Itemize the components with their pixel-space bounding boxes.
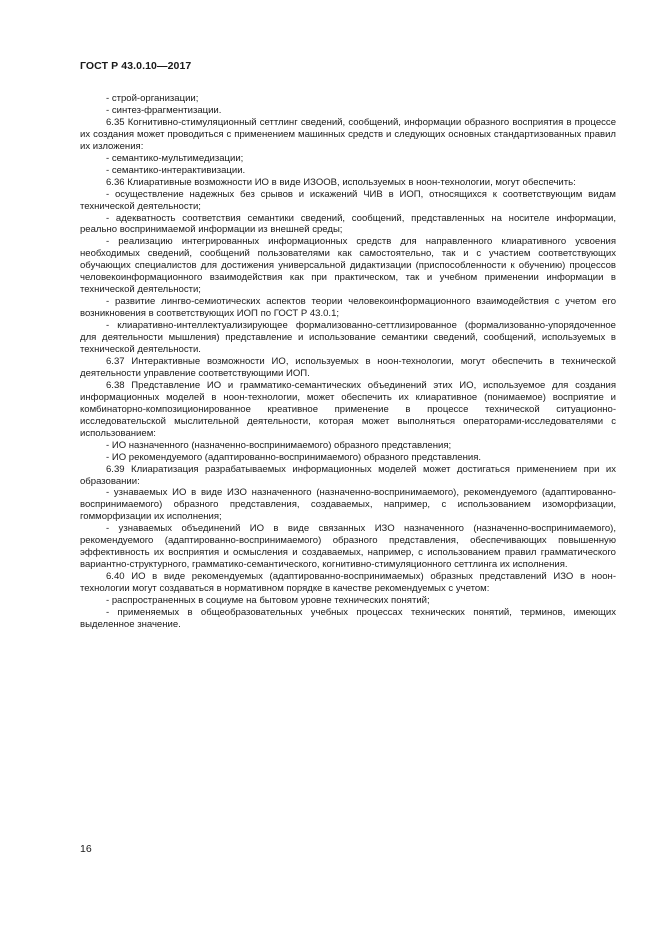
clause-6-39: 6.39 Клиаратизация разрабатываемых информационных моделей может достигаться применением при их образовании:: [80, 463, 616, 487]
list-item: - семантико-интерактивизации.: [106, 164, 246, 176]
list-item: - реализацию интегрированных информационных средств для направленного клиаративного усвоения необходимых сведений, сообщений пользователями как самостоятельно, так и с участием соответствующих обучающих специалистов для достижения универсальной дидактизации (приспособленности к обучению) процессов человекоинформационного взаимодействия как при практическом, так и учебном применении информации в технической деятельности;: [80, 236, 616, 296]
list-item: - строй-организации;: [106, 93, 199, 104]
list-item: - применяемых в общеобразовательных учебных процессах технических понятий, терминов, имеющих выделенное значение.: [80, 606, 616, 630]
clause-6-35: 6.35 Когнитивно-стимуляционный сеттлинг сведений, сообщений, информации образного восприятия в процессе их создания может проводиться с применением машинных средств и следующих основных стандартизованных правил их изложения:: [80, 116, 616, 152]
list-item: - клиаративно-интеллектуализирующее формализованно-сеттлизированное (формализованно-упорядоченное для деятельности мышления) представление и использование семантики сведений, сообщений, используемых в технической деятельности.: [80, 320, 616, 356]
list-item: - осуществление надежных без срывов и искажений ЧИВ в ИОП, относящихся к соответствующим видам технической деятельности;: [80, 188, 616, 212]
clause-6-38: 6.38 Представление ИО и грамматико-семантических объединений этих ИО, используемое для создания информационных моделей в ноон-технологии, может обеспечить их клиаративное (понимаемое) восприятие и комбинаторно-композиционированное креативное применение в процессе технической ситуационно-исследовательской мыслительной деятельности, которая может выполняться операторами-исследователями с использованием:: [80, 379, 616, 439]
list-item: - узнаваемых ИО в виде ИЗО назначенного (назначенно-воспринимаемого), рекомендуемого (адаптированно-воспринимаемого) образного представления, создаваемых, например, с использованием изоморфизации, гомморфизации их исполнения;: [80, 487, 616, 523]
document-header: ГОСТ Р 43.0.10—2017: [80, 60, 192, 72]
list-item: - адекватность соответствия семантики сведений, сообщений, представленных на носителе информации, реально воспринимаемой информации из внешней среды;: [80, 212, 616, 236]
list-item: - ИО назначенного (назначенно-воспринимаемого) образного представления;: [106, 439, 452, 451]
document-body: [80, 93, 616, 631]
clause-6-37: 6.37 Интерактивные возможности ИО, используемых в ноон-технологии, могут обеспечить в технической деятельности управление соответствующими ИОП.: [80, 355, 616, 379]
list-item: - семантико-мультимедизации;: [106, 152, 244, 164]
clause-6-40: 6.40 ИО в виде рекомендуемых (адаптированно-воспринимаемых) образных представлений ИЗО в ноон-технологии могут создаваться в нормативном порядке в качестве рекомендуемых с учетом:: [80, 571, 616, 595]
list-item: - развитие лингво-семиотических аспектов теории человекоинформационного взаимодействия с учетом его возникновения в соответствующих ИОП по ГОСТ Р 43.0.1;: [80, 296, 616, 320]
clause-6-36: 6.36 Клиаративные возможности ИО в виде ИЗООВ, используемых в ноон-технологии, могут обеспечить:: [106, 176, 576, 188]
list-item: - узнаваемых объединений ИО в виде связанных ИЗО назначенного (назначенно-воспринимаемого), рекомендуемого (адаптированно-воспринимаемого) образного представления, обеспечивающих повышенную эффективность их восприятия и осмысления и создаваемых, например, с использованием правил грамматического вариантно-структурного, грамматико-семантического, когнитивно-стимуляционного сеттлинга их исполнения.: [80, 523, 616, 571]
page-number: 16: [80, 843, 92, 855]
list-item: - ИО рекомендуемого (адаптированно-воспринимаемого) образного представления.: [106, 451, 482, 463]
list-item: - синтез-фрагментизации.: [106, 104, 222, 116]
list-item: - распространенных в социуме на бытовом уровне технических понятий;: [106, 595, 430, 607]
